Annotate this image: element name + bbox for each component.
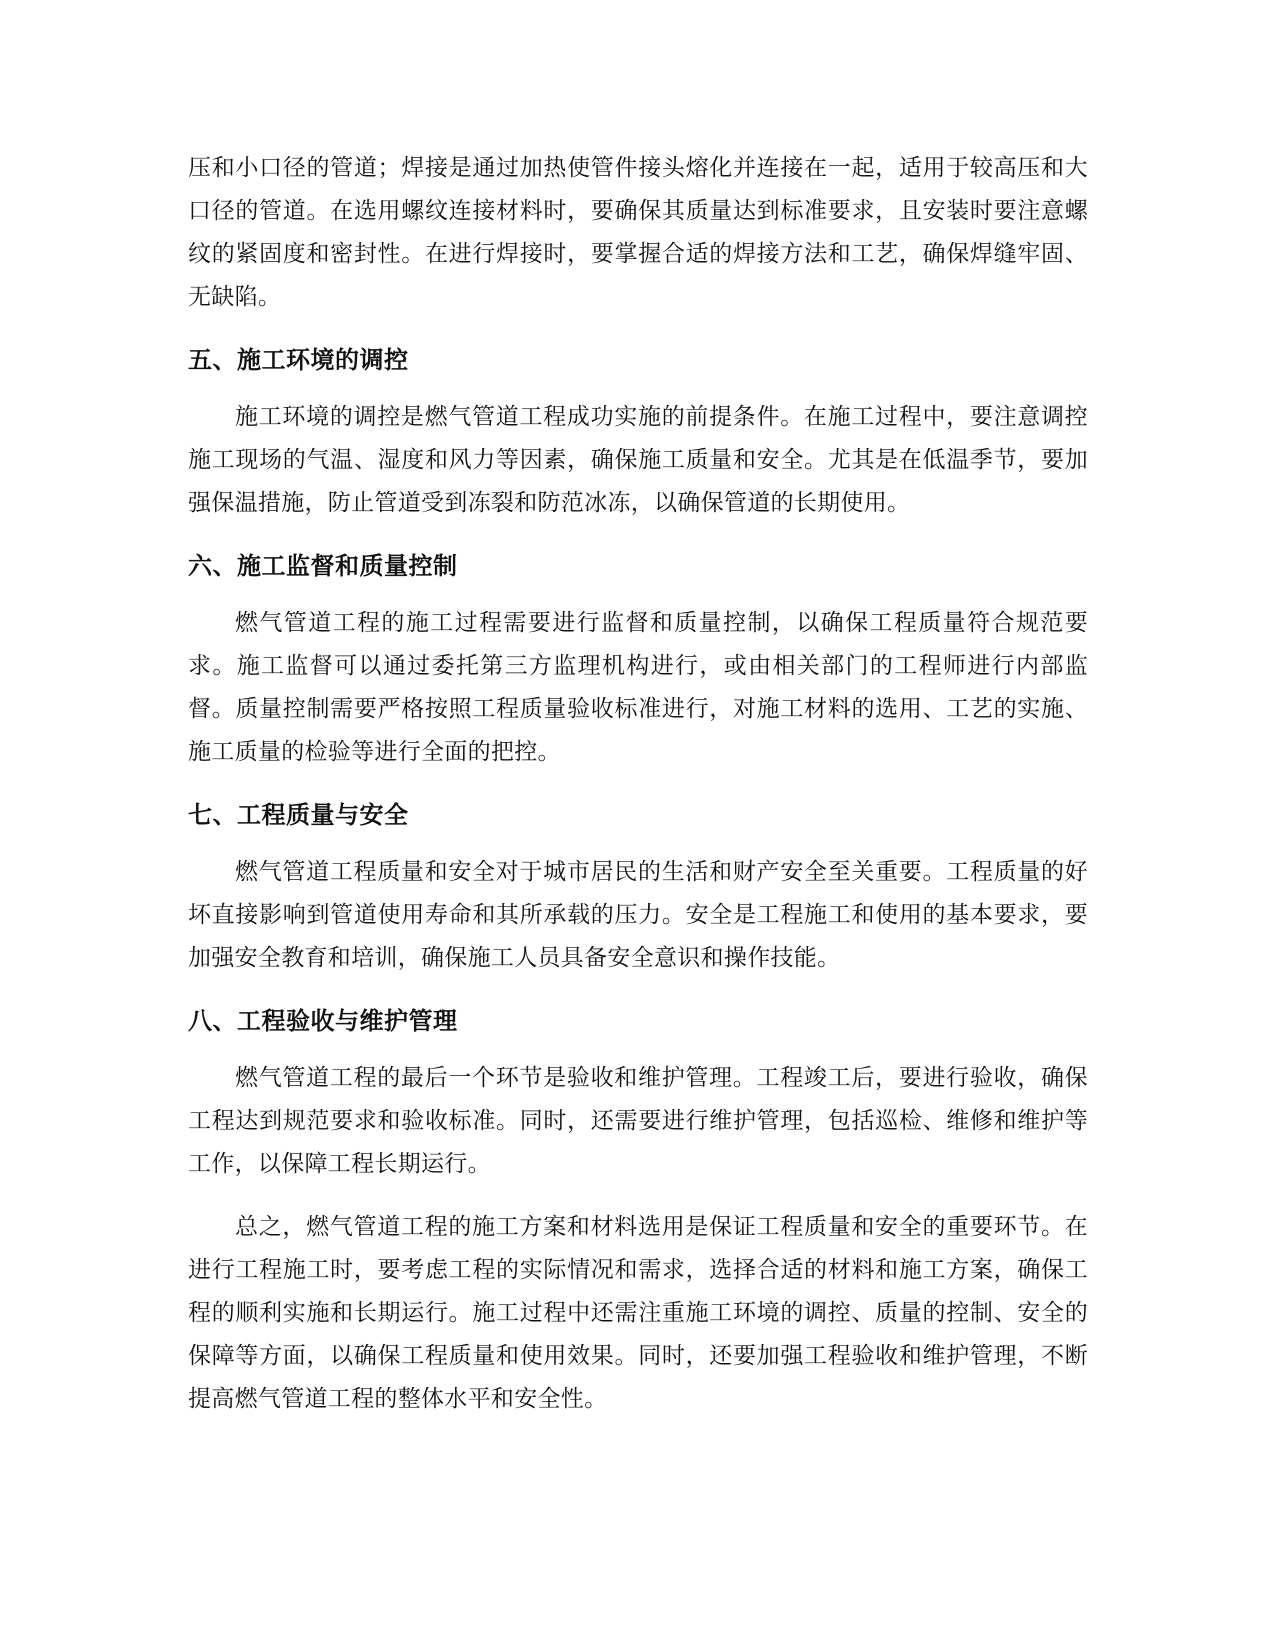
section-paragraph-8: 燃气管道工程的最后一个环节是验收和维护管理。工程竣工后，要进行验收，确保工程达到规范要求和验收标准。同时，还需要进行维护管理，包括巡检、维修和维护等工作，以保障工程长期运行。	[188, 1065, 1088, 1177]
section-heading-5: 五、施工环境的调控	[188, 346, 409, 374]
intro-paragraph: 压和小口径的管道；焊接是通过加热使管件接头熔化并连接在一起，适用于较高压和大口径的管道。在选用螺纹连接材料时，要确保其质量达到标准要求，且安装时要注意螺纹的紧固度和密封性。在进行焊接时，要掌握合适的焊接方法和工艺，确保焊缝牢固、无缺陷。	[188, 155, 1088, 310]
section-heading-7: 七、工程质量与安全	[188, 801, 409, 829]
spacer	[188, 837, 1088, 851]
spacer	[188, 980, 1088, 1000]
document-body	[188, 147, 1088, 1421]
section-paragraph-5: 施工环境的调控是燃气管道工程成功实施的前提条件。在施工过程中，要注意调控施工现场的气温、湿度和风力等因素，确保施工质量和安全。尤其是在低温季节，要加强保温措施，防止管道受到冻裂和防范冰冻，以确保管道的长期使用。	[188, 404, 1088, 516]
spacer	[188, 525, 1088, 545]
conclusion-paragraph: 总之，燃气管道工程的施工方案和材料选用是保证工程质量和安全的重要环节。在进行工程施工时，要考虑工程的实际情况和需求，选择合适的材料和施工方案，确保工程的顺利实施和长期运行。施工过程中还需注重施工环境的调控、质量的控制、安全的保障等方面，以确保工程质量和使用效果。同时，还要加强工程验收和维护管理，不断提高燃气管道工程的整体水平和安全性。	[188, 1214, 1088, 1412]
spacer	[188, 1186, 1088, 1206]
section-paragraph-6: 燃气管道工程的施工过程需要进行监督和质量控制，以确保工程质量符合规范要求。施工监督可以通过委托第三方监理机构进行，或由相关部门的工程师进行内部监督。质量控制需要严格按照工程质量验收标准进行，对施工材料的选用、工艺的实施、施工质量的检验等进行全面的把控。	[188, 610, 1088, 765]
section-paragraph-7: 燃气管道工程质量和安全对于城市居民的生活和财产安全至关重要。工程质量的好坏直接影响到管道使用寿命和其所承载的压力。安全是工程施工和使用的基本要求，要加强安全教育和培训，确保施工人员具备安全意识和操作技能。	[188, 859, 1088, 971]
spacer	[188, 1043, 1088, 1057]
section-heading-8: 八、工程验收与维护管理	[188, 1007, 458, 1035]
spacer	[188, 382, 1088, 396]
section-heading-6: 六、施工监督和质量控制	[188, 552, 458, 580]
spacer	[188, 774, 1088, 794]
spacer	[188, 588, 1088, 602]
spacer	[188, 319, 1088, 339]
